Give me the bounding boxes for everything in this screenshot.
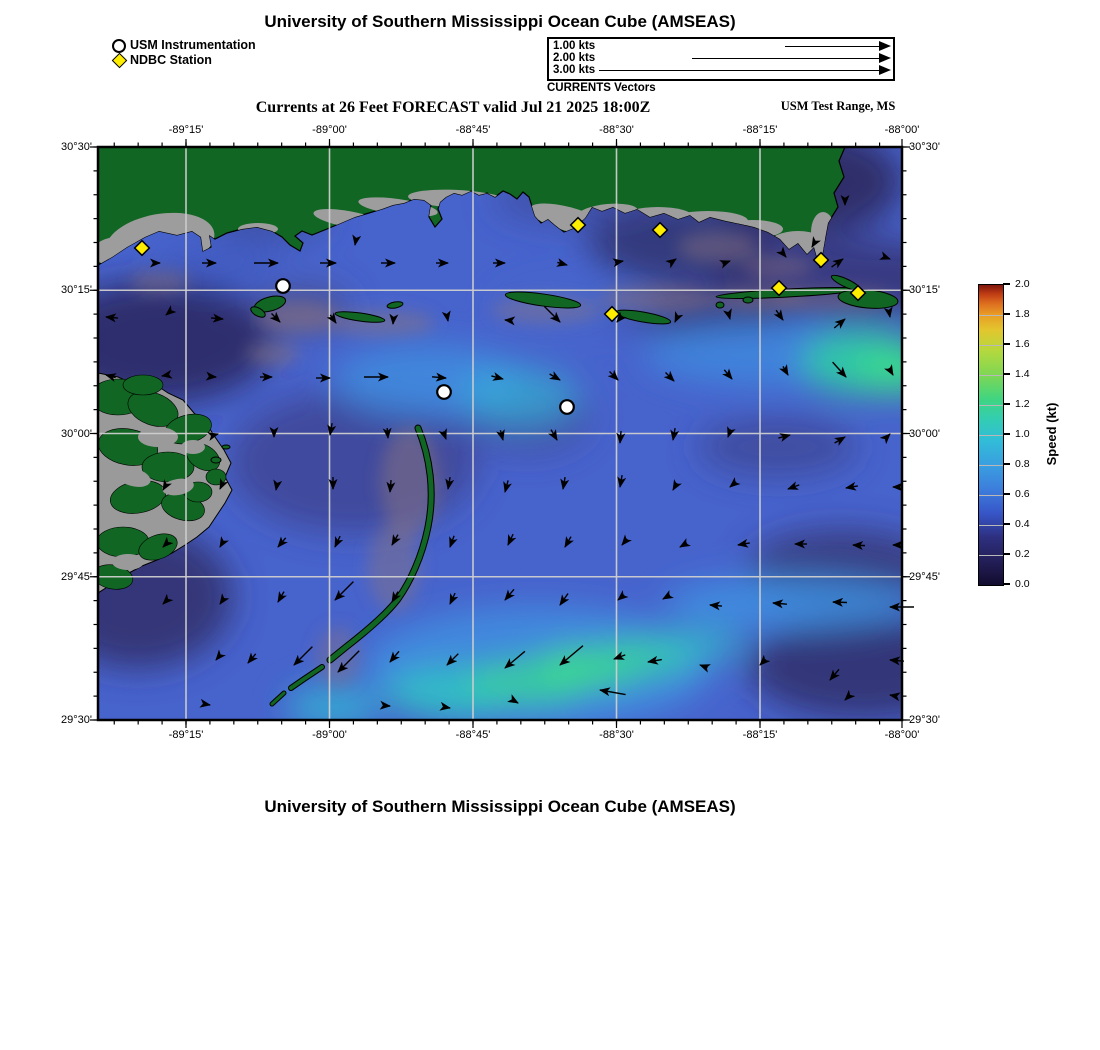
lon-tick-label: -88°00': [884, 729, 920, 741]
legend-ndbc-label: NDBC Station: [130, 53, 212, 67]
scale-2kt-label: 2.00 kts: [553, 52, 596, 64]
lat-tick-label: 29°45': [909, 570, 940, 583]
lon-tick-label: -89°00': [312, 729, 347, 741]
colorbar-gridline: [979, 555, 1003, 556]
vector-scale-box: [547, 37, 895, 81]
lat-tick-label: 30°30': [909, 141, 940, 153]
arrowhead-icon: [879, 53, 891, 63]
plot-subtitle: Currents at 26 Feet FORECAST valid Jul 21 2025 18:00Z: [255, 99, 651, 116]
vector-scale-caption: CURRENTS Vectors: [547, 82, 656, 94]
scale-3kt-label: 3.00 kts: [553, 64, 596, 76]
colorbar-tick: [1003, 553, 1010, 555]
lon-tick-label: -88°00': [884, 124, 920, 136]
lat-tick-label: 30°00': [61, 427, 92, 440]
footer-title: University of Southern Mississippi Ocean Cube (AMSEAS): [264, 797, 736, 816]
lon-tick-label: -88°15': [742, 729, 778, 741]
colorbar-tick: [1003, 493, 1010, 495]
colorbar-tick-label: 0.2: [1015, 547, 1030, 560]
colorbar-gridline: [979, 375, 1003, 376]
usm-instrumentation-marker: [437, 385, 451, 399]
usm-instrumentation-icon: [112, 39, 126, 53]
colorbar-tick-label: 1.0: [1015, 427, 1030, 440]
lat-tick-label: 29°30': [909, 714, 940, 726]
region-label: USM Test Range, MS: [780, 99, 896, 113]
lon-tick-label: -88°45': [455, 124, 491, 136]
colorbar-tick: [1003, 313, 1010, 315]
scale-3kt-arrow: [599, 70, 880, 72]
page-title: University of Southern Mississippi Ocean Cube (AMSEAS): [264, 12, 736, 31]
colorbar-tick-label: 0.6: [1015, 487, 1030, 500]
colorbar-gridline: [979, 405, 1003, 406]
colorbar-gridline: [979, 495, 1003, 496]
scale-2kt-arrow: [692, 58, 880, 60]
colorbar-gridline: [979, 465, 1003, 466]
currents-map: [98, 147, 902, 720]
colorbar-tick: [1003, 463, 1010, 465]
lon-tick-label: -89°15': [168, 729, 204, 741]
lat-tick-label: 30°15': [61, 284, 92, 297]
colorbar-tick-label: 1.6: [1015, 337, 1030, 350]
colorbar-gridline: [979, 345, 1003, 346]
usm-instrumentation-marker: [276, 279, 290, 293]
colorbar-tick-label: 1.4: [1015, 367, 1030, 380]
colorbar-tick: [1003, 583, 1010, 585]
colorbar-tick: [1003, 523, 1010, 525]
colorbar-tick: [1003, 343, 1010, 345]
lon-tick-label: -89°15': [168, 124, 204, 136]
lon-tick-label: -88°45': [455, 729, 491, 741]
colorbar-tick: [1003, 403, 1010, 405]
legend-usm-label: USM Instrumentation: [130, 38, 256, 52]
colorbar-tick-label: 0.8: [1015, 457, 1030, 470]
colorbar-tick: [1003, 433, 1010, 435]
arrowhead-icon: [879, 41, 891, 51]
colorbar: [978, 284, 1004, 586]
lon-tick-label: -88°30': [599, 729, 634, 741]
lon-tick-label: -88°30': [599, 124, 634, 136]
map-plot-area: [98, 147, 902, 720]
lat-tick-label: 29°30': [61, 714, 92, 726]
lon-tick-label: -88°15': [742, 124, 778, 136]
colorbar-tick: [1003, 283, 1010, 285]
colorbar-tick-label: 0.4: [1015, 517, 1030, 530]
colorbar-gridline: [979, 525, 1003, 526]
usm-instrumentation-marker: [560, 400, 574, 414]
colorbar-tick-label: 1.2: [1015, 397, 1030, 410]
ndbc-station-icon: [112, 53, 128, 69]
scale-1kt-arrow: [785, 46, 880, 48]
colorbar-label: Speed (kt): [1044, 402, 1059, 466]
colorbar-tick-label: 2.0: [1015, 277, 1030, 290]
scale-1kt-label: 1.00 kts: [553, 40, 596, 52]
colorbar-gridline: [979, 435, 1003, 436]
arrowhead-icon: [879, 65, 891, 75]
lat-tick-label: 30°00': [909, 427, 940, 440]
colorbar-tick: [1003, 373, 1010, 375]
lat-tick-label: 29°45': [61, 570, 92, 583]
lat-tick-label: 30°30': [61, 141, 92, 153]
colorbar-gridline: [979, 315, 1003, 316]
colorbar-tick-label: 0.0: [1015, 577, 1030, 590]
lon-tick-label: -89°00': [312, 124, 347, 136]
lat-tick-label: 30°15': [909, 284, 940, 297]
colorbar-tick-label: 1.8: [1015, 307, 1030, 320]
